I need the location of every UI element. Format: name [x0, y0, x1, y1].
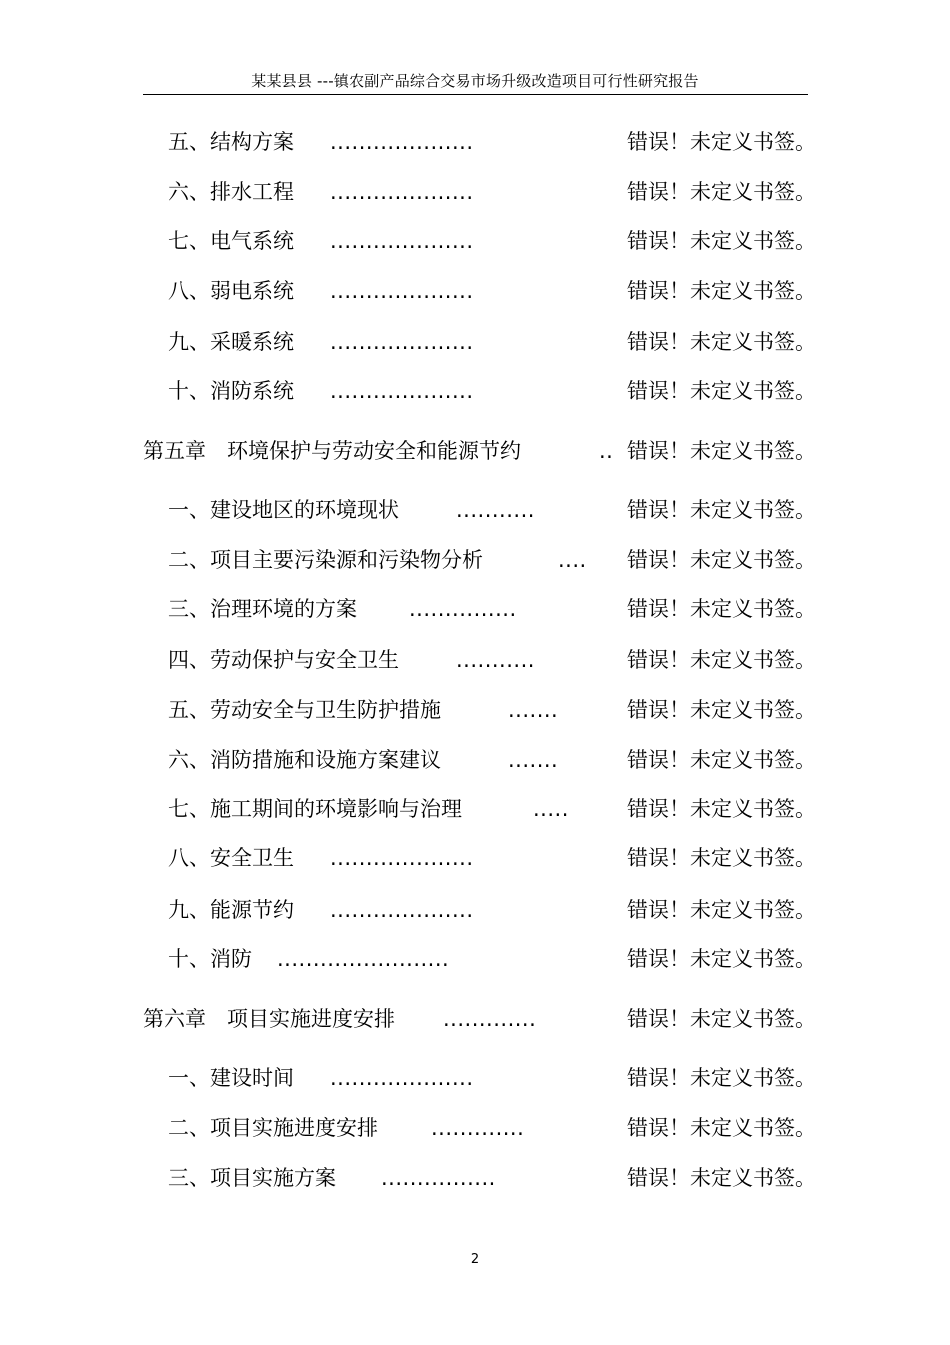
toc-leader-dots: .............	[431, 1116, 525, 1140]
toc-entry[interactable]	[0, 843, 950, 873]
toc-entry[interactable]	[0, 177, 950, 207]
toc-page-ref: 错误！未定义书签。	[627, 229, 816, 253]
toc-page-ref: 错误！未定义书签。	[627, 846, 816, 870]
toc-leader-dots: ...............	[409, 597, 517, 621]
toc-page-ref: 错误！未定义书签。	[627, 597, 816, 621]
toc-entry-title: 一、建设时间	[168, 1066, 294, 1090]
toc-page-ref: 错误！未定义书签。	[627, 548, 816, 572]
toc-page-ref: 错误！未定义书签。	[627, 1066, 816, 1090]
toc-page-ref: 错误！未定义书签。	[627, 180, 816, 204]
toc-entry-title: 五、结构方案	[168, 130, 294, 154]
toc-entry-title: 第六章 项目实施进度安排	[143, 1007, 395, 1031]
toc-entry-title: 七、施工期间的环境影响与治理	[168, 797, 462, 821]
toc-entry[interactable]	[0, 1113, 950, 1143]
page-number: 2	[470, 1252, 480, 1267]
toc-entry[interactable]	[0, 495, 950, 525]
toc-entry-title: 三、治理环境的方案	[168, 597, 357, 621]
toc-chapter-entry[interactable]	[0, 436, 950, 466]
toc-leader-dots: ....................	[330, 379, 474, 403]
toc-page-ref: 错误！未定义书签。	[627, 498, 816, 522]
toc-leader-dots: .......	[508, 748, 559, 772]
toc-leader-dots: ....................	[330, 846, 474, 870]
toc-leader-dots: .......	[508, 698, 559, 722]
toc-page-ref: 错误！未定义书签。	[627, 698, 816, 722]
toc-page-ref: 错误！未定义书签。	[627, 1166, 816, 1190]
toc-leader-dots: .....	[533, 797, 569, 821]
toc-leader-dots: ....................	[330, 330, 474, 354]
toc-entry[interactable]	[0, 794, 950, 824]
toc-page-ref: 错误！未定义书签。	[627, 947, 816, 971]
toc-entry[interactable]	[0, 695, 950, 725]
toc-entry[interactable]	[0, 327, 950, 357]
toc-entry-title: 九、能源节约	[168, 898, 294, 922]
toc-entry[interactable]	[0, 895, 950, 925]
toc-page-ref: 错误！未定义书签。	[627, 797, 816, 821]
toc-leader-dots: .............	[443, 1007, 537, 1031]
toc-page-ref: 错误！未定义书签。	[627, 279, 816, 303]
toc-entry-title: 第五章 环境保护与劳动安全和能源节约	[143, 439, 521, 463]
toc-leader-dots: ....................	[330, 130, 474, 154]
toc-leader-dots: ....	[558, 548, 587, 572]
toc-entry-title: 三、项目实施方案	[168, 1166, 336, 1190]
toc-leader-dots: ................	[381, 1166, 496, 1190]
toc-entry[interactable]	[0, 645, 950, 675]
toc-entry-title: 九、采暖系统	[168, 330, 294, 354]
toc-entry-title: 一、建设地区的环境现状	[168, 498, 399, 522]
toc-page-ref: 错误！未定义书签。	[627, 898, 816, 922]
toc-entry-title: 八、安全卫生	[168, 846, 294, 870]
toc-page-ref: 错误！未定义书签。	[627, 748, 816, 772]
toc-page-ref: 错误！未定义书签。	[627, 379, 816, 403]
toc-entry-title: 十、消防	[168, 947, 252, 971]
toc-entry-title: 十、消防系统	[168, 379, 294, 403]
toc-entry-title: 四、劳动保护与安全卫生	[168, 648, 399, 672]
toc-entry-title: 六、排水工程	[168, 180, 294, 204]
toc-leader-dots: ....................	[330, 180, 474, 204]
toc-entry-title: 六、消防措施和设施方案建议	[168, 748, 441, 772]
toc-leader-dots: ....................	[330, 229, 474, 253]
toc-entry-title: 五、劳动安全与卫生防护措施	[168, 698, 441, 722]
toc-entry[interactable]	[0, 226, 950, 256]
toc-entry[interactable]	[0, 745, 950, 775]
toc-leader-dots: ....................	[330, 898, 474, 922]
toc-entry[interactable]	[0, 1163, 950, 1193]
toc-page-ref: 错误！未定义书签。	[627, 1007, 816, 1031]
toc-page-ref: 错误！未定义书签。	[627, 330, 816, 354]
toc-entry-title: 二、项目主要污染源和污染物分析	[168, 548, 483, 572]
toc-entry[interactable]	[0, 944, 950, 974]
toc-chapter-entry[interactable]	[0, 1004, 950, 1034]
toc-page-ref: 错误！未定义书签。	[627, 439, 816, 463]
toc-leader-dots: ...........	[456, 498, 535, 522]
toc-page-ref: 错误！未定义书签。	[627, 648, 816, 672]
toc-entry-title: 二、项目实施进度安排	[168, 1116, 378, 1140]
toc-leader-dots: ..	[599, 439, 614, 463]
toc-leader-dots: ....................	[330, 1066, 474, 1090]
toc-entry[interactable]	[0, 594, 950, 624]
running-header: 某某县县 ---镇农副产品综合交易市场升级改造项目可行性研究报告	[251, 72, 699, 90]
toc-leader-dots: ...........	[456, 648, 535, 672]
toc-entry-title: 八、弱电系统	[168, 279, 294, 303]
toc-entry[interactable]	[0, 1063, 950, 1093]
toc-entry[interactable]	[0, 545, 950, 575]
toc-entry[interactable]	[0, 376, 950, 406]
toc-leader-dots: ........................	[277, 947, 450, 971]
toc-page-ref: 错误！未定义书签。	[627, 1116, 816, 1140]
toc-entry[interactable]	[0, 276, 950, 306]
toc-page-ref: 错误！未定义书签。	[627, 130, 816, 154]
toc-entry[interactable]	[0, 127, 950, 157]
toc-leader-dots: ....................	[330, 279, 474, 303]
toc-entry-title: 七、电气系统	[168, 229, 294, 253]
